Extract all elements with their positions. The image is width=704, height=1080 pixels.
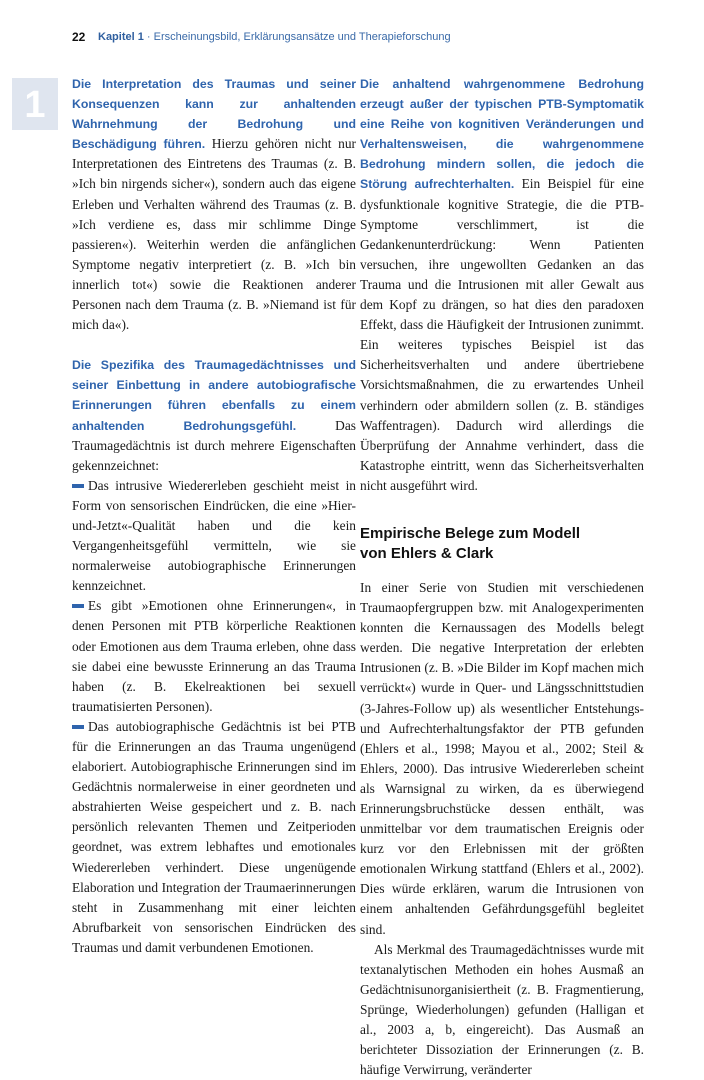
paragraph-memory-features: Als Merkmal des Traumagedächtnisses wurde mit textanalytischen Methoden ein hohes Ausmaß an Gedächtnisunorganisiertheit (z. B. Fragmentierung, Sprünge, Wiederholungen) gefunden (Halligan et al., 2003 a, b, eingereicht). Das Ausmaß an berichteter Dissoziation der Erinnerungen (z. B. häufige Verwirrung, veränderter [360,941,644,1078]
bullet-dash-icon [72,484,84,488]
bullet-dash-icon [72,725,84,729]
chapter-label: Kapitel 1 [98,31,144,43]
right-column [360,74,644,1080]
highlight-interpretation: Die Interpretation des Traumas und seiner Konsequenzen kann zur anhaltenden Wahrnehmung der Bedrohung und Beschädigung führen. [72,77,356,152]
paragraph-text: Das Traumagedächtnis ist durch mehrere Eigenschaften gekennzeichnet: [72,417,356,473]
left-column [72,74,356,958]
page-number: 22 [72,30,86,44]
paragraph-threat [360,74,644,496]
bullet-text: Das autobiographische Gedächtnis ist bei PTB für die Erinnerungen an das Trauma ungenügend elaboriert. Autobiographische Erinnerungen sind im Gedächtnis normalerweise in einer geordneten und abstrahierten Weise gespeichert und z. B. nach persönlich relevanten Themen und Zeitperioden geordnet, was extrem lebhaftes und emotionales Wiedererleben verhindert. Diese ungenügende Elaboration und Integration der Traumaerinnerungen steht in Zusammenhang mit einer leichten Abrufbarkeit von sensorischen Eindrücken des Traumas und damit verbundenen Emotionen. [72,718,356,955]
section-heading-line2: von Ehlers & Clark [360,544,494,562]
highlight-threat: Die anhaltend wahrgenommene Bedrohung erzeugt außer der typischen PTB-Symptomatik eine Reihe von kognitiven Veränderungen und Verhaltensweisen, die wahrgenommene Bedrohung mindern sollen, die jedoch die Störung aufrechterhalten. [360,77,644,192]
chapter-tab [12,78,58,130]
running-head-separator: · [143,31,154,43]
paragraph-trauma-memory [72,355,356,476]
section-heading [360,524,644,564]
paragraph-text: Hierzu gehören nicht nur Interpretationen des Eintretens des Traumas (z. B. »Ich bin nirgends sicher«), sondern auch das eigene Erleben und Verhalten während des Traumas (z. B. »Ich verdiene es, dass mir schlimme Dinge passieren«). Weiterhin werden die anfänglichen Symptome negativ interpretiert (z. B. »Ich bin innerlich tot«) sowie die Reaktionen anderer Personen nach dem Trauma (z. B. »Niemand ist für mich da«). [72,136,357,333]
bullet-item [72,596,356,717]
paragraph-text: Ein Beispiel für eine dysfunktionale kognitive Strategie, die die PTB-Symptome verschlimmert, ist die Gedankenunterdrückung: Wenn Patienten versuchen, ihre ungewollten Gedanken an das Trauma und die Intrusionen mit aller Gewalt aus dem Kopf zu drängen, so hat dies den paradoxen Effekt, dass die Häufigkeit der Intrusionen zunimmt. Ein weiteres typisches Beispiel ist das Sicherheitsverhalten und andere übertriebene Vorsichtsmaßnahmen, die zu erwartendes Unheil verhindern oder abmildern sollen (z. B. ständiges Waffentragen). Dadurch wird allerdings die Überprüfung der Annahme verhindert, dass die Katastrophe eintritt, wenn das Sicherheitsverhalten nicht ausgeführt wird. [360,176,644,493]
chapter-title: Erscheinungsbild, Erklärungsansätze und Therapieforschung [153,31,451,43]
chapter-tab-number: 1 [24,84,46,126]
paragraph-gap [72,335,356,355]
bullet-dash-icon [72,604,84,608]
running-head [98,31,451,43]
bullet-text: Es gibt »Emotionen ohne Erinnerungen«, in denen Personen mit PTB körperliche Reaktionen oder Emotionen aus dem Trauma erleben, ohne dass sie dabei eine bewusste Erinnerung an das Trauma haben (z. B. Ekelreaktionen bei sexuell traumatisierten Personen). [72,598,356,714]
highlight-trauma-memory: Die Spezifika des Traumagedächtnisses und seiner Einbettung in andere autobiografische Erinnerungen führen ebenfalls zu einem anhaltenden Bedrohungsgefühl. [72,358,356,433]
bullet-text: Das intrusive Wiedererleben geschieht meist in Form von sensorischen Eindrücken, die eine »Hier-und-Jetzt«-Qualität haben und die kein Vergangenheitsgefühl vermitteln, wie sie normalerweise autobiographische Erinnerungen kennzeichnet. [72,477,356,594]
paragraph-interpretation [72,74,356,335]
section-gap [360,496,644,524]
section-heading-line1: Empirische Belege zum Modell [360,524,581,542]
bullet-item [72,476,356,597]
bullet-item [72,717,356,958]
paragraph-evidence: In einer Serie von Studien mit verschiedenen Traumaopfergruppen bzw. mit Analogexperimenten konnten die Kernaussagen des Modells belegt werden. Die negative Interpretation der erlebten Intrusionen (z. B. »Die Bilder im Kopf machen mich verrückt«) wurde in Quer- und Längsschnittstudien (3-Jahres-Follow up) als wesentlicher Entstehungs- und Aufrechterhaltungsfaktor der PTB gefunden (Ehlers et al., 1998; Mayou et al., 2002; Steil & Ehlers, 2000). Das intrusive Wiedererleben scheint als Warnsignal zu wirken, da es überwiegend Erinnerungsbruchstücke dessen enthält, was unmittelbar vor dem traumatischen Ereignis oder kurz vor den Erlebnissen mit der größten emotionalen Wirkung stattfand (Ehlers et al., 2002). Dies würde erklären, warum die Intrusionen von einem anhaltenden Gefährdungsgefühl begleitet sind. [360,579,644,937]
